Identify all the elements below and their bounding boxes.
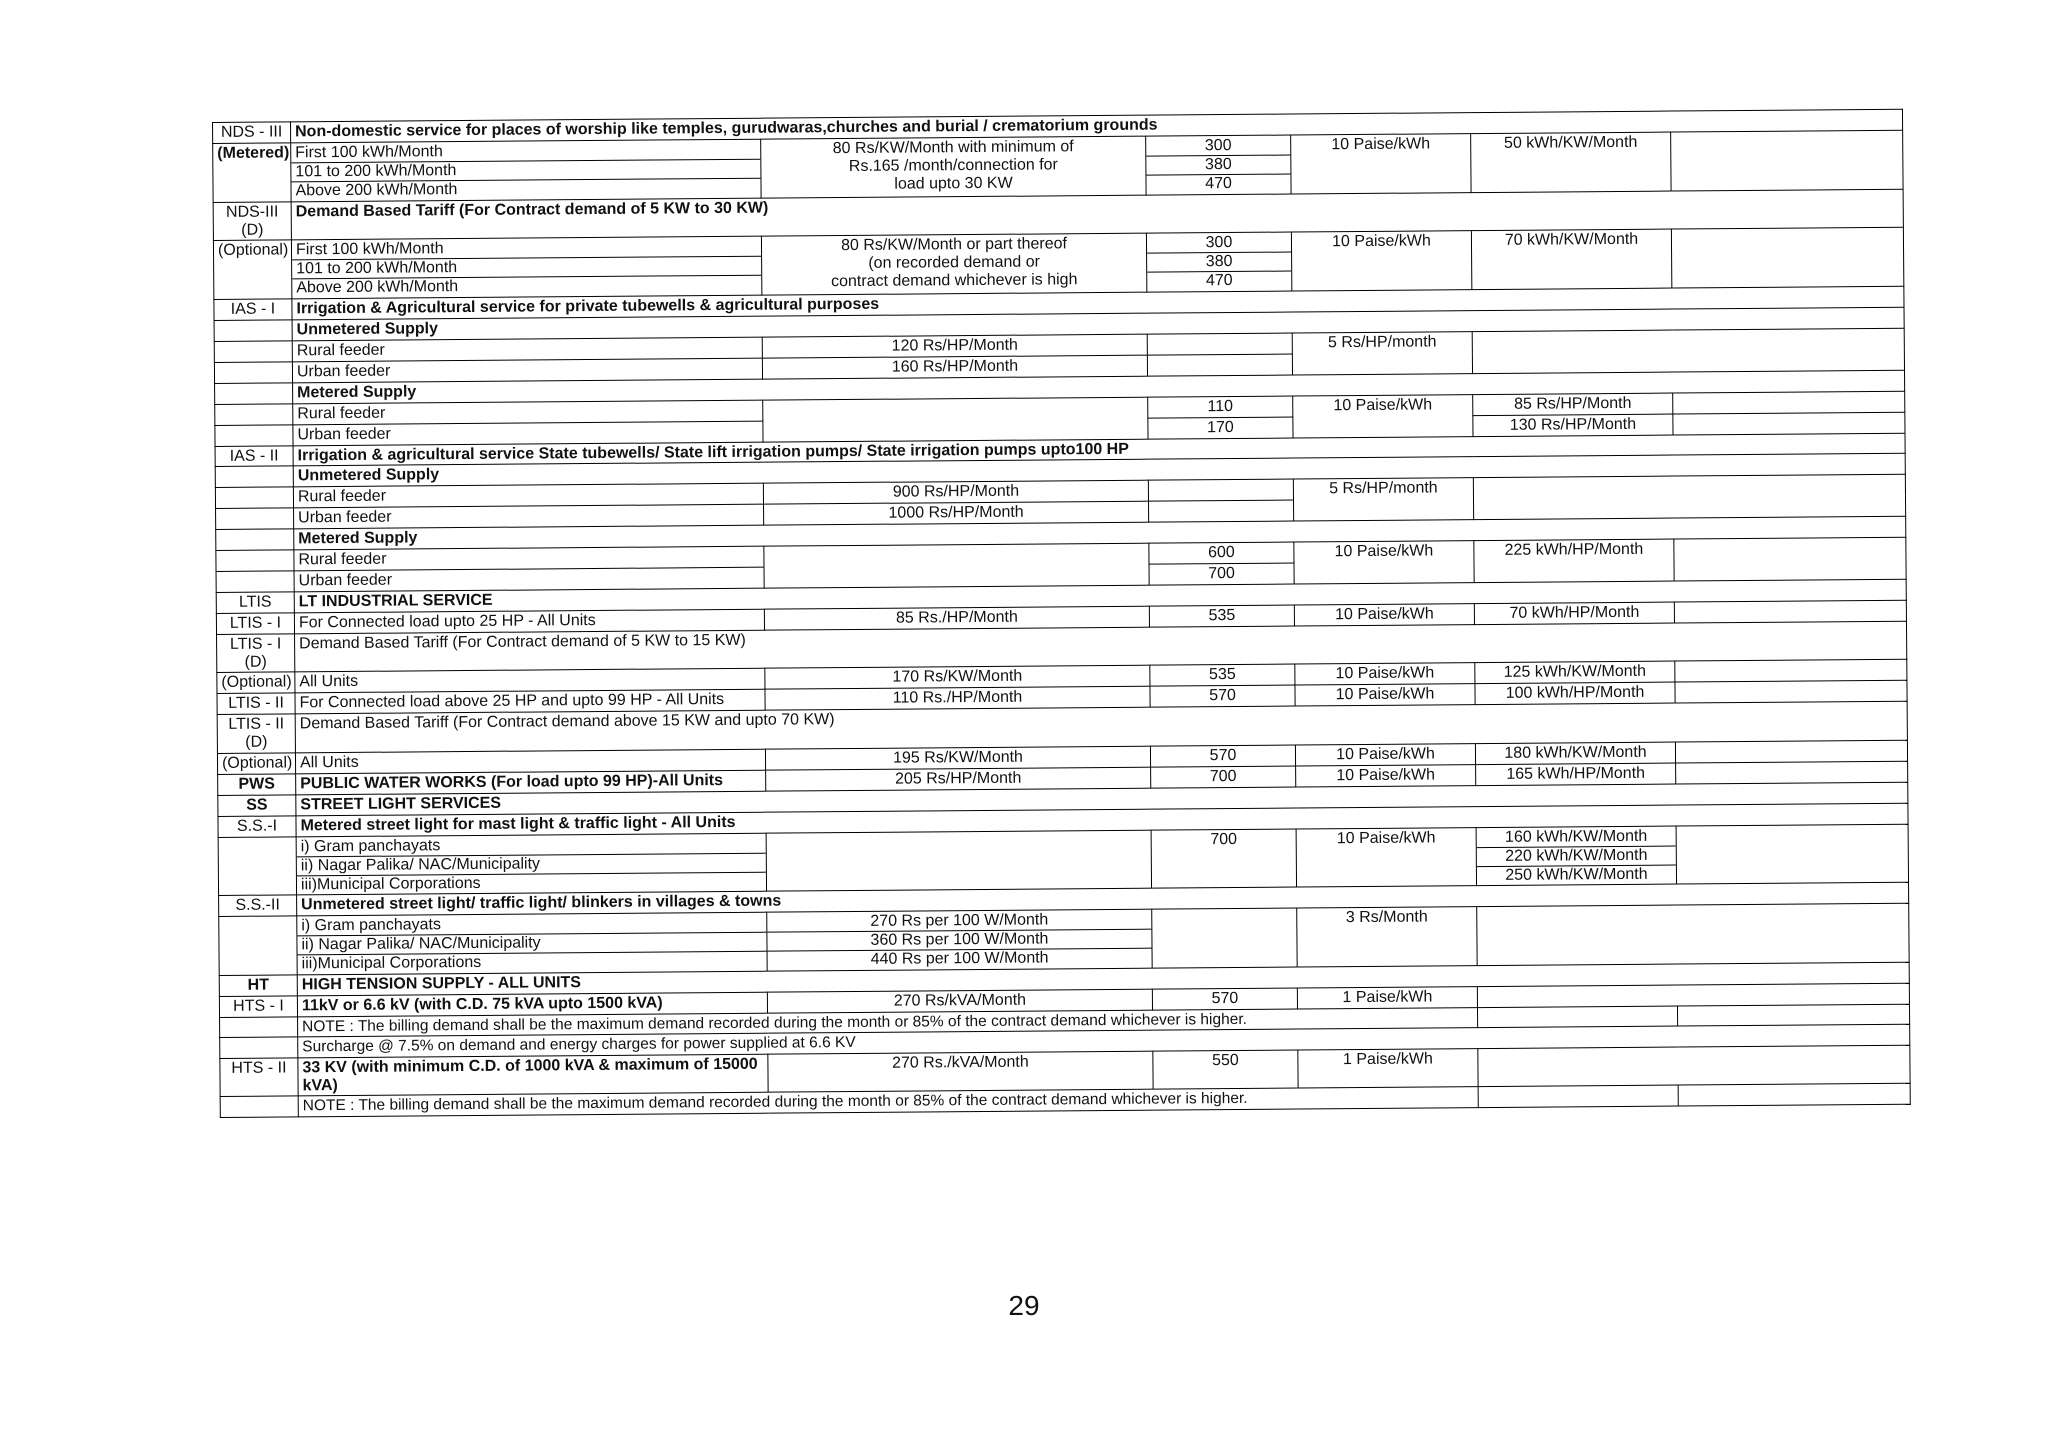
- billing-note: NOTE : The billing demand shall be the maximum demand recorded during the month or 85% of the contract demand whichever is higher.: [298, 1087, 1478, 1117]
- slab-list: [296, 833, 766, 895]
- empty-cell: [214, 341, 292, 363]
- empty-cell: [763, 397, 1148, 442]
- fpa-charge: 10 Paise/kWh: [1291, 231, 1471, 291]
- energy-charge: 170: [1148, 417, 1293, 439]
- category-code: HT: [219, 975, 297, 997]
- fixed-charge: 120 Rs/HP/Month: [762, 334, 1147, 358]
- empty-cell: [1149, 500, 1294, 522]
- row-label: Rural feeder: [292, 337, 762, 362]
- subsection-heading: Metered Supply: [294, 516, 1906, 550]
- category-heading: Irrigation & Agricultural service for private tubewells & agricultural purposes: [292, 286, 1904, 320]
- empty-cell: [1147, 354, 1292, 376]
- row-label: Rural feeder: [294, 546, 764, 571]
- empty-cell: [216, 571, 294, 593]
- empty-cell: [1473, 475, 1905, 520]
- row-label: Urban feeder: [293, 421, 763, 446]
- empty-cell: [1673, 412, 1905, 435]
- empty-cell: [1477, 904, 1909, 966]
- empty-cell: [1671, 228, 1904, 289]
- fixed-charge: [767, 909, 1152, 971]
- slab-label: Above 200 kWh/Month: [291, 177, 760, 200]
- empty-cell: [1677, 1004, 1909, 1026]
- row-label: 33 KV (with minimum C.D. of 1000 kVA & maximum of 15000 kVA): [298, 1054, 768, 1097]
- minimum-value: 220 kWh/KW/Month: [1477, 845, 1676, 865]
- empty-cell: [1673, 391, 1905, 414]
- row-label: 11kV or 6.6 kV (with C.D. 75 kVA upto 1500 kVA): [297, 992, 767, 1017]
- row-label: For Connected load above 25 HP and upto 99 HP - All Units: [295, 690, 765, 715]
- energy-charge: 570: [1152, 988, 1297, 1010]
- billing-note: NOTE : The billing demand shall be the maximum demand recorded during the month or 85% of the contract demand whichever is higher.: [298, 1007, 1478, 1037]
- fixed-charge-line: 360 Rs per 100 W/Month: [767, 929, 1151, 951]
- slab-label: i) Gram panchayats: [300, 836, 441, 856]
- category-subcode: (Optional): [217, 753, 295, 775]
- energy-value: 470: [1146, 173, 1290, 193]
- subsection-heading: Unmetered street light/ traffic light/ blinkers in villages & towns: [297, 883, 1909, 917]
- empty-cell: [218, 837, 296, 896]
- fpa-charge: 1 Paise/kWh: [1298, 1048, 1478, 1088]
- minimum-charge: 165 kWh/HP/Month: [1476, 763, 1676, 785]
- category-heading: Irrigation & agricultural service State tubewells/ State lift irrigation pumps/ State irrigation pumps upto100 HP: [293, 433, 1905, 467]
- category-code: NDS-III (D): [213, 202, 291, 241]
- slab-label: 101 to 200 kWh/Month: [291, 159, 760, 182]
- empty-cell: [1671, 130, 1904, 191]
- fpa-charge: 1 Paise/kWh: [1297, 987, 1477, 1009]
- fpa-charge: 10 Paise/kWh: [1296, 765, 1476, 787]
- fixed-charge: 170 Rs/KW/Month: [765, 666, 1150, 690]
- category-code: IAS - II: [215, 445, 293, 467]
- fixed-charge: 270 Rs/kVA/Month: [767, 989, 1152, 1013]
- fpa-charge: 10 Paise/kWh: [1295, 744, 1475, 766]
- minimum-charge: 50 kWh/KW/Month: [1471, 132, 1671, 192]
- surcharge-note: Surcharge @ 7.5% on demand and energy charges for power supplied at 6.6 KV: [298, 1024, 1910, 1057]
- fixed-charge: 1000 Rs/HP/Month: [764, 501, 1149, 525]
- empty-cell: [1676, 824, 1909, 885]
- energy-charge: [1146, 232, 1291, 292]
- slab-list: [291, 139, 761, 201]
- fixed-charge-line: 80 Rs/KW/Month or part thereof: [840, 235, 1067, 255]
- slab-label: ii) Nagar Palika/ NAC/Municipality: [297, 852, 766, 875]
- row-label: Rural feeder: [293, 400, 763, 425]
- category-code: SS: [218, 795, 296, 817]
- fixed-charge-line: 270 Rs per 100 W/Month: [870, 911, 1049, 931]
- minimum-charge: 70 kWh/KW/Month: [1471, 229, 1671, 289]
- empty-cell: [1675, 660, 1907, 683]
- energy-charge: 700: [1151, 766, 1296, 788]
- fixed-charge: 270 Rs./kVA/Month: [768, 1051, 1153, 1093]
- subsection-heading: Metered Supply: [293, 370, 1905, 404]
- fixed-charge: [761, 234, 1146, 296]
- empty-cell: [1674, 537, 1906, 581]
- fixed-charge: 195 Rs/KW/Month: [765, 746, 1150, 770]
- energy-charge: 110: [1148, 396, 1293, 418]
- slab-label: First 100 kWh/Month: [295, 143, 443, 162]
- empty-cell: [216, 508, 294, 530]
- category-code: LTIS - II (D): [217, 714, 295, 753]
- category-heading: Non-domestic service for places of worship like temples, gurudwaras,churches and burial / crematorium grounds: [291, 109, 1903, 143]
- row-label: Urban feeder: [294, 567, 764, 592]
- category-heading: LT INDUSTRIAL SERVICE: [294, 579, 1906, 613]
- minimum-charge: 225 kWh/HP/Month: [1474, 539, 1674, 582]
- fixed-charge: 160 Rs/HP/Month: [762, 355, 1147, 379]
- slab-label: i) Gram panchayats: [301, 916, 441, 935]
- empty-cell: [1152, 908, 1297, 968]
- row-label: All Units: [295, 669, 765, 694]
- fixed-charge-line: contract demand whichever is high: [831, 271, 1078, 291]
- fixed-charge-line: (on recorded demand or: [868, 253, 1041, 273]
- energy-charge: 570: [1150, 745, 1295, 767]
- empty-cell: [1477, 1006, 1677, 1028]
- fpa-charge: 10 Paise/kWh: [1293, 394, 1473, 437]
- fpa-charge: 10 Paise/kWh: [1295, 684, 1475, 706]
- fpa-charge: 10 Paise/kWh: [1294, 541, 1474, 584]
- energy-value: 470: [1147, 271, 1291, 291]
- energy-charge: 550: [1153, 1050, 1298, 1090]
- category-code: HTS - II: [220, 1057, 298, 1096]
- minimum-value: 160 kWh/KW/Month: [1504, 827, 1648, 846]
- fpa-charge: 10 Paise/kWh: [1295, 663, 1475, 685]
- energy-charge: 700: [1149, 563, 1294, 585]
- empty-cell: [1147, 333, 1292, 355]
- empty-cell: [1478, 1085, 1678, 1107]
- category-heading: HIGH TENSION SUPPLY - ALL UNITS: [297, 962, 1909, 996]
- minimum-charge: 85 Rs/HP/Month: [1473, 393, 1673, 415]
- empty-cell: [764, 543, 1149, 588]
- category-code: LTIS - II: [217, 693, 295, 715]
- row-label: PUBLIC WATER WORKS (For load upto 99 HP)-All Units: [296, 770, 766, 795]
- code-label: NDS - III: [220, 123, 283, 141]
- energy-charge: 700: [1151, 829, 1296, 889]
- fixed-charge-line: Rs.165 /month/connection for: [848, 156, 1058, 175]
- category-subcode: (Metered): [213, 143, 291, 202]
- energy-value: 300: [1205, 234, 1233, 252]
- slab-label: iii)Municipal Corporations: [297, 871, 766, 894]
- row-label: Rural feeder: [293, 483, 763, 508]
- tariff-table: [212, 109, 1911, 1118]
- minimum-charge: 130 Rs/HP/Month: [1473, 414, 1673, 436]
- empty-cell: [216, 529, 294, 551]
- empty-cell: [216, 550, 294, 572]
- subsection-heading: Unmetered Supply: [292, 307, 1904, 341]
- fpa-charge: 10 Paise/kWh: [1296, 827, 1476, 887]
- category-code: IAS - I: [214, 299, 292, 321]
- empty-cell: [214, 320, 292, 342]
- energy-charge: [1146, 135, 1291, 195]
- energy-charge: 600: [1149, 542, 1294, 564]
- page-number: 29: [1008, 1290, 1040, 1321]
- fpa-charge: 5 Rs/HP/month: [1292, 332, 1472, 375]
- fixed-charge: 900 Rs/HP/Month: [763, 480, 1148, 504]
- energy-value: 380: [1146, 154, 1290, 174]
- fixed-charge-line: 440 Rs per 100 W/Month: [768, 948, 1152, 970]
- empty-cell: [214, 362, 292, 384]
- slab-list: [297, 913, 767, 975]
- slab-label: First 100 kWh/Month: [295, 240, 444, 259]
- empty-cell: [220, 1017, 298, 1038]
- slab-label: ii) Nagar Palika/ NAC/Municipality: [297, 932, 766, 955]
- category-code: HTS - I: [219, 996, 297, 1018]
- energy-value: 300: [1204, 136, 1232, 155]
- fixed-charge: [761, 136, 1146, 198]
- empty-cell: [215, 487, 293, 509]
- fixed-charge-line: 80 Rs/KW/Month with minimum of: [832, 138, 1074, 158]
- row-label: Urban feeder: [294, 504, 764, 529]
- minimum-charge: 125 kWh/KW/Month: [1475, 661, 1675, 683]
- energy-value: 380: [1147, 252, 1291, 272]
- category-subcode: (Optional): [213, 240, 291, 299]
- slab-label: Above 200 kWh/Month: [292, 275, 761, 298]
- empty-cell: [1478, 1045, 1910, 1087]
- row-label: Urban feeder: [292, 358, 762, 383]
- slab-list: [291, 237, 761, 299]
- category-heading: Demand Based Tariff (For Contract demand of 5 KW to 15 KW): [295, 621, 1907, 672]
- fixed-charge: 110 Rs./HP/Month: [765, 687, 1150, 711]
- fpa-charge: 10 Paise/kWh: [1294, 603, 1474, 625]
- category-heading: Demand Based Tariff (For Contract demand of 5 KW to 30 KW): [291, 189, 1903, 240]
- fixed-charge: 205 Rs/HP/Month: [766, 767, 1151, 791]
- empty-cell: [215, 424, 293, 446]
- empty-cell: [220, 1096, 298, 1117]
- fpa-charge: 10 Paise/kWh: [1291, 134, 1471, 194]
- empty-cell: [220, 1037, 298, 1058]
- empty-cell: [1678, 1084, 1910, 1106]
- category-code: S.S.-II: [219, 895, 297, 917]
- fixed-charge-line: load upto 30 KW: [894, 174, 1013, 193]
- empty-cell: [1675, 681, 1907, 704]
- category-subcode: (Optional): [217, 672, 295, 694]
- fixed-charge: 85 Rs./HP/Month: [764, 606, 1149, 630]
- empty-cell: [1675, 740, 1907, 763]
- row-label: For Connected load upto 25 HP - All Units: [294, 609, 764, 634]
- category-heading: STREET LIGHT SERVICES: [296, 782, 1908, 816]
- category-code: LTIS - I (D): [217, 634, 295, 673]
- category-code: LTIS: [216, 592, 294, 614]
- slab-label: iii)Municipal Corporations: [298, 951, 767, 974]
- energy-charge: 570: [1150, 685, 1295, 707]
- energy-charge: 535: [1150, 664, 1295, 686]
- empty-cell: [1148, 479, 1293, 501]
- empty-cell: [1674, 600, 1906, 623]
- empty-cell: [215, 383, 293, 405]
- minimum-charge: [1476, 826, 1676, 886]
- empty-cell: [1472, 328, 1904, 373]
- empty-cell: [215, 466, 293, 488]
- subsection-heading: Metered street light for mast light & traffic light - All Units: [296, 803, 1908, 837]
- minimum-charge: 70 kWh/HP/Month: [1474, 602, 1674, 624]
- category-code: LTIS - I: [216, 613, 294, 635]
- category-code: S.S.-I: [218, 816, 296, 838]
- empty-cell: [215, 404, 293, 426]
- minimum-charge: 180 kWh/KW/Month: [1475, 742, 1675, 764]
- subsection-heading: Unmetered Supply: [293, 454, 1905, 488]
- row-label: All Units: [295, 749, 765, 774]
- slab-label: 101 to 200 kWh/Month: [292, 256, 761, 279]
- category-code: PWS: [218, 774, 296, 796]
- category-heading: Demand Based Tariff (For Contract demand above 15 KW and upto 70 KW): [295, 701, 1907, 752]
- minimum-charge: 100 kWh/HP/Month: [1475, 682, 1675, 704]
- fpa-charge: 5 Rs/HP/month: [1293, 478, 1473, 521]
- minimum-value: 250 kWh/KW/Month: [1477, 864, 1676, 884]
- category-code: [213, 122, 291, 144]
- fpa-charge: 3 Rs/Month: [1297, 907, 1477, 967]
- empty-cell: [766, 830, 1151, 892]
- energy-charge: 535: [1149, 605, 1294, 627]
- empty-cell: [219, 916, 297, 975]
- empty-cell: [1676, 761, 1908, 784]
